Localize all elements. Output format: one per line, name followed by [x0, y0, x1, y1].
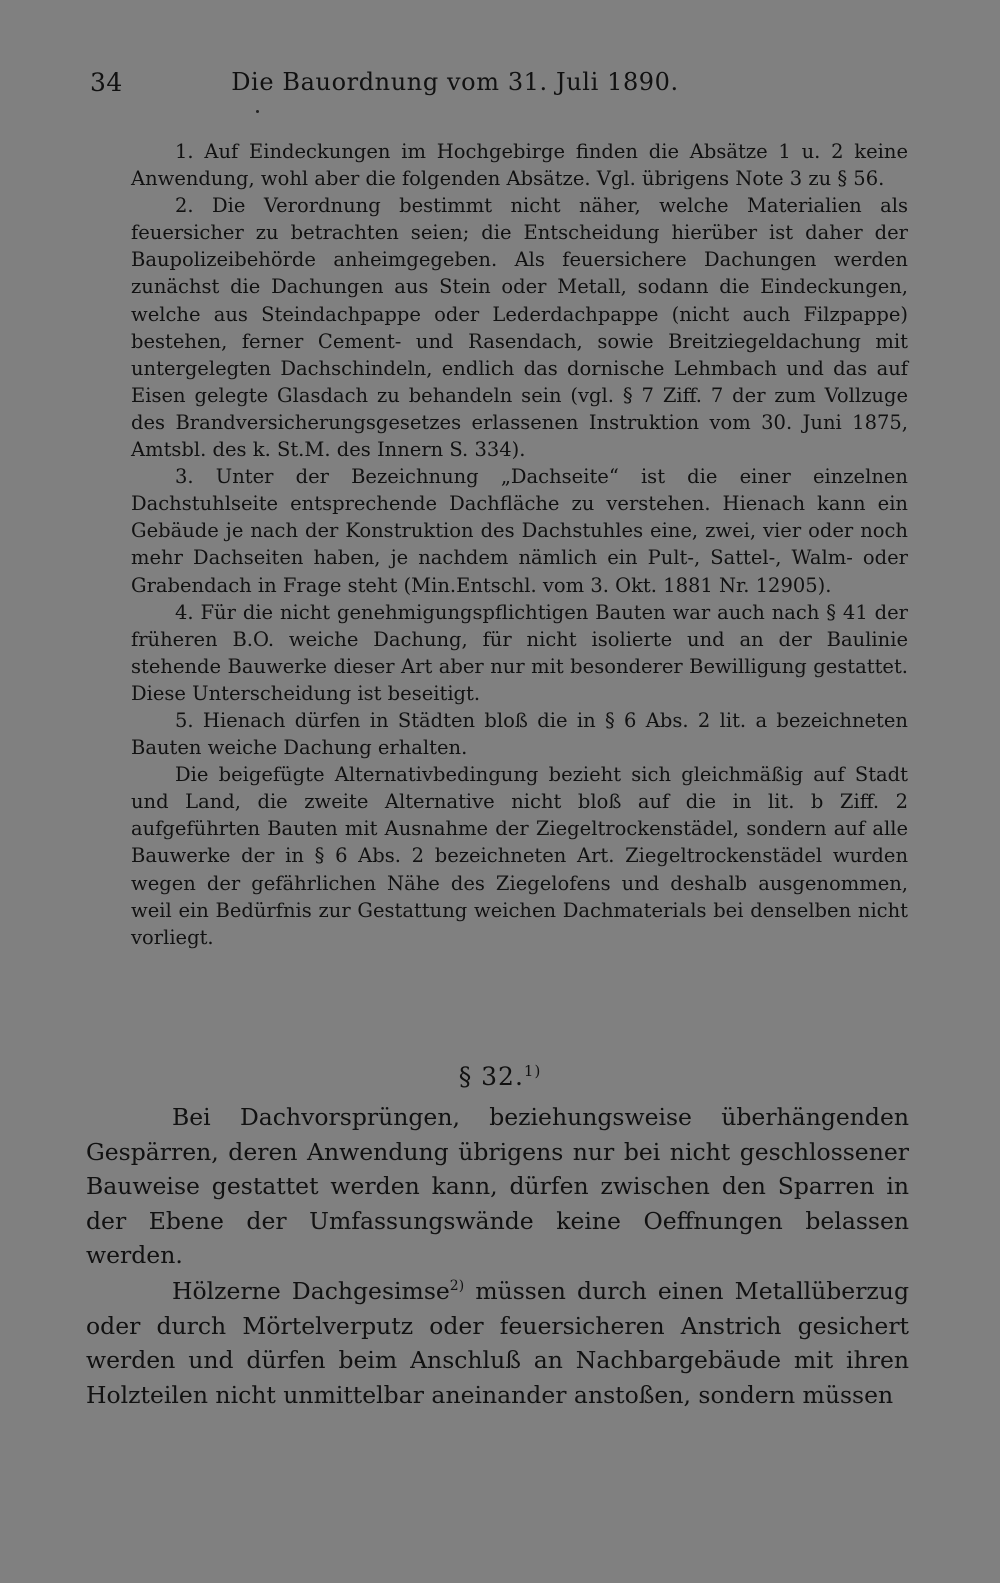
- section-number: § 32.: [458, 1062, 524, 1091]
- section-heading: [0, 1062, 1000, 1091]
- body-paragraph: [86, 1274, 909, 1412]
- section-body: [86, 1100, 909, 1412]
- page-number: 34: [90, 68, 123, 97]
- print-speck: [256, 110, 259, 113]
- body-paragraph-rest: müssen durch einen Metallüberzug oder durch Mörtelverputz oder feuersicheren Anstrich gesichert werden und dürfen beim Anschluß an Nachbargebäude mit ihren Holzteilen nicht unmittelbar aneinander anstoßen, sondern müssen: [86, 1276, 909, 1409]
- footnote-marker: 1): [523, 1062, 542, 1080]
- footnote-marker: 2): [449, 1277, 465, 1294]
- body-paragraph: Bei Dachvorsprüngen, beziehungsweise überhängenden Gespärren, deren Anwendung übrigens nur bei nicht geschlossener Bauweise gestattet werden kann, dürfen zwischen den Sparren in der Ebene der Umfassungswände keine Oeffnungen belassen werden.: [86, 1103, 909, 1270]
- note-paragraph: Die beigefügte Alternativbedingung bezieht sich gleichmäßig auf Stadt und Land, die zweite Alternative nicht bloß auf die in lit. b Ziff. 2 aufgeführten Bauten mit Ausnahme der Ziegeltrockenstädel, sondern auf alle Bauwerke der in § 6 Abs. 2 bezeichneten Art. Ziegeltrockenstädel wurden wegen der gefährlichen Nähe des Ziegelofens und deshalb ausgenommen, weil ein Bedürfnis zur Gestattung weichen Dachmaterials bei denselben nicht vorliegt.: [131, 763, 908, 949]
- running-title: Die Bauordnung vom 31. Juli 1890.: [231, 68, 679, 96]
- note-paragraph: 5. Hienach dürfen in Städten bloß die in § 6 Abs. 2 lit. a bezeichneten Bauten weiche Dachung erhalten.: [131, 708, 908, 760]
- footnotes-block: [131, 138, 908, 951]
- note-paragraph: 1. Auf Eindeckungen im Hochgebirge finden die Absätze 1 u. 2 keine Anwendung, wohl aber die folgenden Absätze. Vgl. übrigens Note 3 zu § 56.: [131, 140, 908, 191]
- page-header: [90, 68, 910, 108]
- note-paragraph: 2. Die Verordnung bestimmt nicht näher, welche Materialien als feuersicher zu betrachten seien; die Entscheidung hierüber ist daher der Baupolizeibehörde anheimgegeben. Als feuersichere Dachungen werden zunächst die Dachungen aus Stein oder Metall, sodann die Eindeckungen, welche aus Steindachpappe oder Lederdachpappe (nicht auch Filzpappe) bestehen, ferner Cement- und Rasendach, sowie Breitziegeldachung mit untergelegten Dachschindeln, endlich das dornische Lehmbach und das auf Eisen gelegte Glasdach zu behandeln sein (vgl. § 7 Ziff. 7 der zum Vollzuge des Brandversicherungsgesetzes erlassenen Instruktion vom 30. Juni 1875, Amtsbl. des k. St.M. des Innern S. 334).: [131, 194, 908, 462]
- note-paragraph: 3. Unter der Bezeichnung „Dachseite“ ist die einer einzelnen Dachstuhlseite entsprechende Dachfläche zu verstehen. Hienach kann ein Gebäude je nach der Konstruktion des Dachstuhles eine, zwei, vier oder noch mehr Dachseiten haben, je nachdem nämlich ein Pult-, Sattel-, Walm- oder Grabendach in Frage steht (Min.Entschl. vom 3. Okt. 1881 Nr. 12905).: [131, 465, 908, 597]
- body-paragraph-start: Hölzerne Dachgesimse: [172, 1276, 450, 1305]
- note-paragraph: 4. Für die nicht genehmigungspflichtigen Bauten war auch nach § 41 der früheren B.O. weiche Dachung, für nicht isolierte und an der Baulinie stehende Bauwerke dieser Art aber nur mit besonderer Bewilligung gestattet. Diese Unterscheidung ist beseitigt.: [131, 600, 908, 705]
